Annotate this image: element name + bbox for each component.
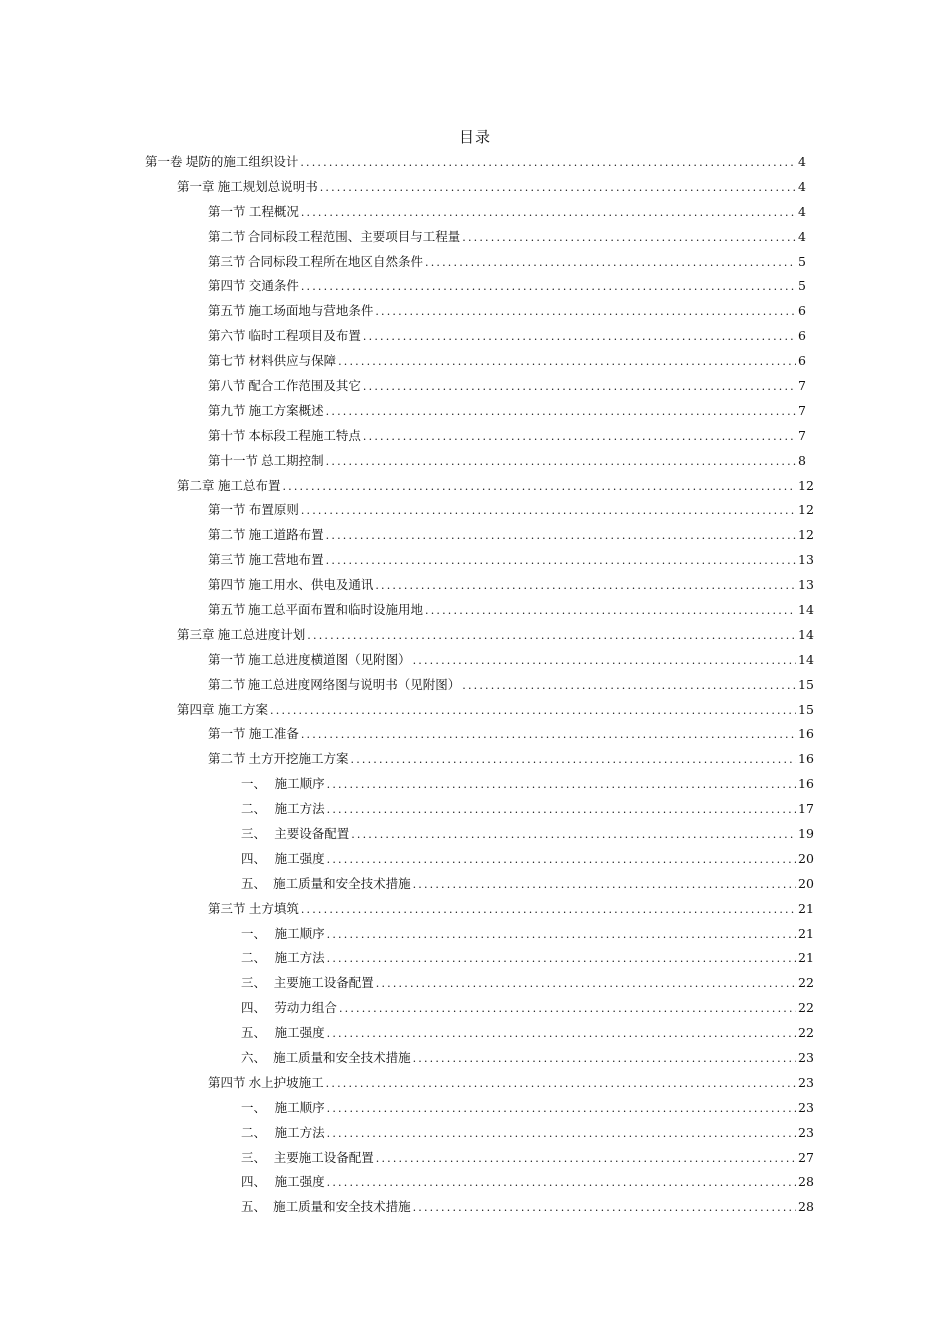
toc-entry-page-number: 15 (798, 701, 814, 717)
toc-entry-title: 施工顺序 (274, 776, 325, 792)
toc-entry-page-number: 7 (798, 402, 806, 418)
toc-entry-page-number: 6 (798, 353, 806, 369)
toc-entry[interactable] (0, 225, 950, 250)
toc-entry-label: 第八节 (208, 377, 246, 393)
toc-entry[interactable] (0, 449, 950, 474)
toc-entry-label: 第一节 (208, 726, 246, 742)
toc-entry-page-number: 13 (798, 577, 814, 593)
toc-entry[interactable] (0, 324, 950, 349)
toc-entry-label: 一、 (241, 776, 267, 792)
toc-dot-leader (327, 777, 796, 793)
toc-dot-leader (363, 379, 796, 395)
toc-entry-label: 一、 (241, 925, 267, 941)
toc-entry-label: 第三节 (208, 900, 246, 916)
toc-dot-leader (425, 603, 796, 619)
toc-entry-title: 布置原则 (248, 502, 299, 518)
toc-entry[interactable] (0, 1021, 950, 1046)
toc-entry-page-number: 21 (798, 950, 814, 966)
toc-entry[interactable] (0, 150, 950, 175)
toc-entry-page-number: 20 (798, 850, 814, 866)
toc-entry-page-number: 23 (798, 1099, 814, 1115)
toc-entry-label: 四、 (241, 850, 267, 866)
toc-entry-page-number: 7 (798, 427, 806, 443)
toc-entry-title: 合同标段工程范围、主要项目与工程量 (247, 228, 461, 244)
toc-dot-leader (425, 255, 796, 271)
toc-entry-title: 劳动力组合 (274, 1000, 337, 1016)
toc-entry[interactable] (0, 1195, 950, 1220)
toc-list (0, 150, 950, 1220)
toc-entry[interactable] (0, 822, 950, 847)
toc-dot-leader (462, 678, 796, 694)
toc-entry[interactable] (0, 698, 950, 723)
toc-entry-label: 第七节 (208, 353, 246, 369)
toc-entry-page-number: 14 (798, 626, 814, 642)
toc-entry-label: 三、 (241, 1149, 267, 1165)
toc-dot-leader (413, 1200, 796, 1216)
toc-entry[interactable] (0, 274, 950, 299)
toc-entry-page-number: 22 (798, 1000, 814, 1016)
toc-entry-page-number: 14 (798, 651, 814, 667)
toc-entry-label: 二、 (241, 801, 267, 817)
toc-entry-page-number: 21 (798, 925, 814, 941)
toc-entry[interactable] (0, 523, 950, 548)
toc-entry-page-number: 8 (798, 452, 806, 468)
toc-dot-leader (376, 976, 796, 992)
toc-entry[interactable] (0, 673, 950, 698)
toc-entry[interactable] (0, 374, 950, 399)
toc-entry[interactable] (0, 200, 950, 225)
toc-entry-title: 工程概况 (248, 203, 299, 219)
toc-entry[interactable] (0, 175, 950, 200)
toc-dot-leader (326, 528, 796, 544)
toc-dot-leader (375, 578, 796, 594)
toc-dot-leader (327, 927, 796, 943)
toc-dot-leader (326, 1076, 796, 1092)
toc-entry-label: 第一卷 (145, 153, 183, 169)
toc-entry-label: 四、 (241, 1000, 267, 1016)
toc-dot-leader (326, 553, 796, 569)
toc-entry-page-number: 4 (798, 178, 806, 194)
toc-entry-title: 总工期控制 (261, 452, 324, 468)
toc-entry-page-number: 20 (798, 875, 814, 891)
toc-entry-page-number: 22 (798, 975, 814, 991)
toc-entry-label: 三、 (241, 825, 267, 841)
toc-entry-title: 施工强度 (274, 850, 325, 866)
toc-entry-page-number: 13 (798, 552, 814, 568)
toc-entry-label: 二、 (241, 1124, 267, 1140)
toc-entry-label: 五、 (241, 875, 267, 891)
toc-entry-label: 第一节 (208, 651, 246, 667)
toc-entry[interactable] (0, 996, 950, 1021)
toc-title: 目录 (458, 128, 491, 146)
toc-entry-label: 第三节 (208, 253, 246, 269)
toc-entry-page-number: 23 (798, 1074, 814, 1090)
toc-entry-page-number: 4 (798, 203, 806, 219)
toc-dot-leader (363, 329, 796, 345)
toc-entry-title: 施工营地布置 (248, 552, 324, 568)
toc-entry-page-number: 22 (798, 1025, 814, 1041)
toc-entry-label: 第四章 (177, 701, 215, 717)
toc-dot-leader (327, 951, 796, 967)
toc-entry-page-number: 23 (798, 1050, 814, 1065)
toc-entry-label: 一、 (241, 1099, 267, 1115)
toc-entry[interactable] (0, 797, 950, 822)
toc-entry-label: 第四节 (208, 278, 246, 294)
toc-entry-page-number: 15 (798, 676, 814, 692)
toc-entry-page-number: 17 (798, 801, 814, 817)
toc-entry-title: 施工总进度网络图与说明书（见附图） (247, 676, 461, 692)
toc-entry-page-number: 5 (798, 278, 806, 294)
toc-entry-label: 第四节 (208, 1074, 246, 1090)
toc-entry[interactable] (0, 548, 950, 573)
toc-dot-leader (270, 703, 796, 719)
toc-dot-leader (301, 503, 796, 519)
toc-entry-title: 施工方法 (274, 801, 325, 817)
toc-entry[interactable] (0, 922, 950, 947)
toc-entry[interactable] (0, 299, 950, 324)
toc-entry-title: 施工方法 (274, 1124, 325, 1140)
toc-entry[interactable] (0, 1096, 950, 1121)
toc-entry[interactable] (0, 897, 950, 922)
toc-entry-title: 施工质量和安全技术措施 (273, 875, 411, 891)
toc-entry-title: 配合工作范围及其它 (248, 377, 361, 393)
toc-dot-leader (320, 180, 796, 196)
toc-entry[interactable] (0, 1121, 950, 1146)
toc-entry-label: 第一节 (208, 502, 246, 518)
toc-entry-label: 第二节 (208, 676, 246, 692)
toc-entry-title: 本标段工程施工特点 (248, 427, 361, 443)
toc-entry-page-number: 4 (798, 228, 806, 244)
toc-entry-page-number: 27 (798, 1149, 814, 1165)
toc-entry-page-number: 7 (798, 377, 806, 393)
toc-entry-label: 第十一节 (208, 452, 259, 468)
toc-dot-leader (327, 802, 796, 818)
toc-entry-label: 五、 (241, 1025, 267, 1041)
toc-dot-leader (301, 205, 796, 221)
toc-entry[interactable] (0, 349, 950, 374)
toc-dot-leader (301, 727, 796, 743)
toc-dot-leader (351, 752, 796, 768)
toc-entry[interactable] (0, 847, 950, 872)
toc-dot-leader (327, 1026, 796, 1042)
toc-dot-leader (376, 1151, 796, 1167)
toc-entry-title: 施工顺序 (274, 1099, 325, 1115)
toc-entry-page-number: 16 (798, 751, 814, 767)
toc-entry-label: 三、 (241, 975, 267, 991)
toc-entry[interactable] (0, 648, 950, 673)
toc-dot-leader (413, 653, 796, 669)
toc-entry-title: 施工强度 (274, 1174, 325, 1190)
toc-entry-title: 水上护坡施工 (248, 1074, 324, 1090)
toc-entry[interactable] (0, 474, 950, 499)
toc-dot-leader (326, 454, 796, 470)
toc-entry-title: 材料供应与保障 (248, 353, 337, 369)
toc-entry[interactable] (0, 1171, 950, 1196)
toc-dot-leader (338, 354, 796, 370)
toc-entry-title: 施工质量和安全技术措施 (273, 1050, 411, 1065)
toc-entry-label: 第二节 (208, 527, 246, 543)
toc-entry-page-number: 14 (798, 601, 814, 617)
toc-entry[interactable] (0, 722, 950, 747)
toc-entry-page-number: 16 (798, 726, 814, 742)
toc-entry-title: 施工规划总说明书 (217, 178, 318, 194)
toc-entry-title: 施工质量和安全技术措施 (273, 1199, 411, 1215)
toc-entry[interactable] (0, 498, 950, 523)
toc-entry-title: 施工方案概述 (248, 402, 324, 418)
toc-entry-label: 第二节 (208, 228, 246, 244)
toc-entry-label: 二、 (241, 950, 267, 966)
toc-dot-leader (327, 1101, 796, 1117)
toc-entry-label: 第六节 (208, 328, 246, 344)
toc-entry[interactable] (0, 424, 950, 449)
toc-entry-label: 第一章 (177, 178, 215, 194)
toc-entry-title: 堤防的施工组织设计 (185, 153, 299, 169)
toc-entry-title: 临时工程项目及布置 (248, 328, 361, 344)
toc-entry-label: 第三节 (208, 552, 246, 568)
toc-entry-title: 施工总进度横道图（见附图） (248, 651, 411, 667)
toc-entry-page-number: 4 (798, 153, 806, 169)
toc-entry[interactable] (0, 872, 950, 897)
toc-dot-leader (301, 279, 796, 295)
toc-entry[interactable] (0, 772, 950, 797)
toc-entry-title: 土方填筑 (248, 900, 299, 916)
toc-dot-leader (413, 877, 796, 893)
toc-entry-title: 施工总平面布置和临时设施用地 (248, 601, 424, 617)
toc-entry-title: 施工顺序 (274, 925, 325, 941)
toc-entry-label: 第一节 (208, 203, 246, 219)
toc-entry-label: 第二章 (177, 477, 215, 493)
toc-dot-leader (375, 304, 796, 320)
toc-entry[interactable] (0, 747, 950, 772)
toc-entry-page-number: 12 (798, 502, 814, 518)
toc-entry-label: 第五节 (208, 601, 246, 617)
toc-dot-leader (462, 230, 796, 246)
toc-entry-title: 主要施工设备配置 (273, 1149, 374, 1165)
toc-entry-label: 第三章 (177, 626, 215, 642)
toc-entry-title: 施工方法 (274, 950, 325, 966)
toc-dot-leader (363, 429, 796, 445)
toc-entry-page-number: 19 (798, 825, 814, 841)
toc-entry-title: 施工总布置 (217, 477, 281, 493)
toc-dot-leader (327, 1175, 796, 1191)
toc-dot-leader (351, 827, 796, 843)
toc-entry[interactable] (0, 947, 950, 972)
toc-dot-leader (300, 155, 796, 171)
toc-entry[interactable] (0, 1146, 950, 1171)
toc-entry-title: 土方开挖施工方案 (248, 751, 349, 767)
toc-dot-leader (301, 902, 796, 918)
toc-entry-page-number: 6 (798, 303, 806, 319)
toc-dot-leader (327, 852, 796, 868)
toc-entry[interactable] (0, 623, 950, 648)
toc-entry-label: 第十节 (208, 427, 246, 443)
toc-entry-label: 四、 (241, 1174, 267, 1190)
toc-entry-page-number: 28 (798, 1199, 814, 1215)
toc-entry-title: 施工道路布置 (248, 527, 324, 543)
toc-entry-title: 施工场面地与营地条件 (248, 303, 374, 319)
toc-entry-page-number: 12 (798, 527, 814, 543)
toc-entry-title: 主要施工设备配置 (273, 975, 374, 991)
toc-entry-title: 合同标段工程所在地区自然条件 (248, 253, 424, 269)
toc-entry[interactable] (0, 1071, 950, 1096)
toc-entry-label: 第四节 (208, 577, 246, 593)
toc-entry-page-number: 12 (798, 477, 814, 493)
toc-entry-label: 五、 (241, 1199, 267, 1215)
toc-entry-title: 施工总进度计划 (217, 626, 306, 642)
toc-dot-leader (326, 404, 796, 420)
toc-entry-page-number: 28 (798, 1174, 814, 1190)
toc-entry-page-number: 21 (798, 900, 814, 916)
toc-dot-leader (307, 628, 796, 644)
toc-entry[interactable] (0, 573, 950, 598)
toc-entry-title: 交通条件 (248, 278, 299, 294)
toc-dot-leader (339, 1001, 796, 1017)
toc-dot-leader (282, 479, 796, 495)
toc-entry-label: 六、 (241, 1050, 267, 1065)
toc-entry-label: 第二节 (208, 751, 246, 767)
toc-dot-leader (413, 1051, 796, 1067)
toc-entry-title: 施工方案 (218, 701, 269, 717)
toc-entry-page-number: 5 (798, 253, 806, 269)
toc-entry-label: 第五节 (208, 303, 246, 319)
toc-entry-title: 主要设备配置 (274, 825, 350, 841)
toc-entry-label: 第九节 (208, 402, 246, 418)
toc-entry[interactable] (0, 971, 950, 996)
toc-entry-page-number: 6 (798, 328, 806, 344)
toc-entry[interactable] (0, 598, 950, 623)
toc-entry-page-number: 16 (798, 776, 814, 792)
toc-entry[interactable] (0, 250, 950, 275)
toc-entry-title: 施工强度 (274, 1025, 325, 1041)
toc-entry-page-number: 23 (798, 1124, 814, 1140)
toc-entry-title: 施工准备 (248, 726, 299, 742)
toc-entry-title: 施工用水、供电及通讯 (248, 577, 374, 593)
toc-dot-leader (327, 1126, 796, 1142)
toc-entry[interactable] (0, 1046, 950, 1071)
toc-entry[interactable] (0, 399, 950, 424)
